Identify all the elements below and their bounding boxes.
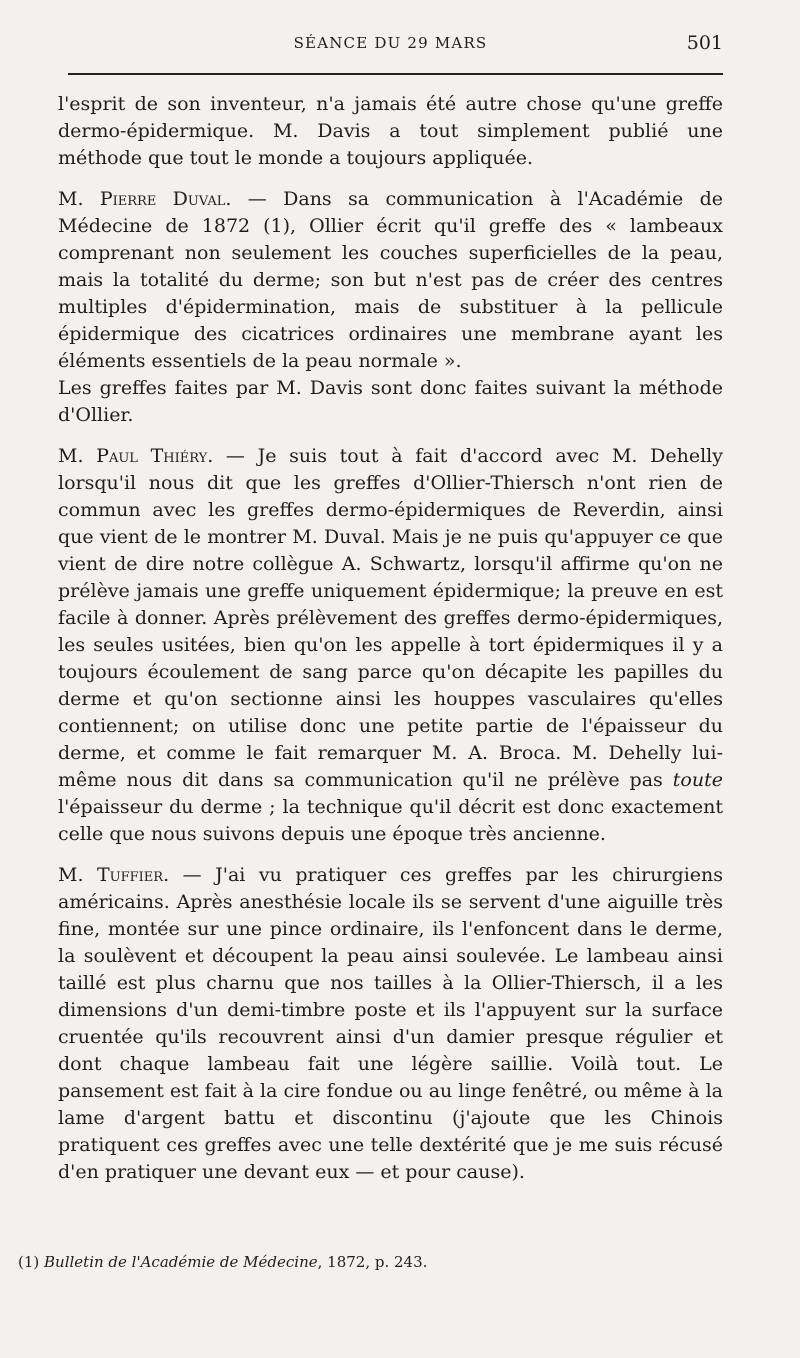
paragraph-text: l'esprit de son inventeur, n'a jamais été autre chose qu'une greffe dermo-épidermique. M. Davis a tout simplement publié une méthode que tout le monde a toujours appliquée. (58, 93, 723, 169)
page-number: 501 (686, 32, 723, 54)
body-text (58, 91, 723, 1186)
paragraph-davis-method (58, 375, 723, 429)
paragraph-text: Les greffes faites par M. Davis sont donc faites suivant la méthode d'Ollier. (58, 377, 723, 426)
paragraph-continuation (58, 91, 723, 172)
emphasis-text: toute (672, 769, 723, 791)
paragraph-pierre-duval (58, 186, 723, 375)
speaker-name: M. Tuffier. (58, 864, 170, 886)
footnote (18, 1252, 658, 1272)
page (58, 32, 723, 1186)
footnote-marker: (1) (18, 1253, 45, 1271)
running-title: SÉANCE DU 29 MARS (293, 34, 488, 52)
paragraph-text: — Je suis tout à fait d'accord avec M. Dehelly lorsqu'il nous dit que les greffes d'Ollier-Thiersch n'ont rien de commun avec les greffes dermo-épidermiques de Reverdin, ainsi que vient de le montrer M. Duval. Mais je ne puis qu'appuyer ce que vient de dire notre collègue A. Schwartz, lorsqu'il affirme qu'on ne prélève jamais une greffe uniquement épidermique; la preuve en est facile à donner. Après prélèvement des greffes dermo-épidermiques, les seules usitées, bien qu'on les appelle à tort épidermiques il y a toujours écoulement de sang parce qu'on décapite les papilles du derme et qu'on sectionne ainsi les houppes vasculaires qu'elles contiennent; on utilise donc une petite partie de l'épaisseur du derme, et comme le fait remarquer M. A. Broca. M. Dehelly lui-même nous dit dans sa communication qu'il ne prélève pas (58, 445, 723, 791)
paragraph-text: — J'ai vu pratiquer ces greffes par les chirurgiens américains. Après anesthésie locale ils se servent d'une aiguille très fine, montée sur une pince ordinaire, ils l'enfoncent dans le derme, la soulèvent et découpent la peau ainsi soulevée. Le lambeau ainsi taillé est plus charnu que nos tailles à la Ollier-Thiersch, il a les dimensions d'un demi-timbre poste et ils l'appuyent sur la surface cruentée qu'ils recouvrent ainsi d'un damier presque régulier et dont chaque lambeau fait une légère saillie. Voilà tout. Le pansement est fait à la cire fondue ou au linge fenêtré, ou même à la lame d'argent battu et discontinu (j'ajoute que les Chinois pratiquent ces greffes avec une telle dextérité que je me suis récusé d'en pratiquer une devant eux — et pour cause). (58, 864, 724, 1183)
paragraph-text: — Dans sa communication à l'Académie de Médecine de 1872 (1), Ollier écrit qu'il greffe des « lambeaux comprenant non seulement les couches superficielles de la peau, mais la totalité du derme; son but n'est pas de créer des centres multiples d'épidermination, mais de substituer à la pellicule épidermique des cicatrices ordinaires une membrane ayant les éléments essentiels de la peau normale ». (58, 188, 723, 372)
paragraph-paul-thiery (58, 443, 723, 848)
page-header (58, 32, 723, 62)
footnote-details: , 1872, p. 243. (317, 1253, 428, 1271)
footnote-source: Bulletin de l'Académie de Médecine (44, 1253, 318, 1271)
paragraph-text: l'épaisseur du derme ; la technique qu'il décrit est donc exactement celle que nous suivons depuis une époque très ancienne. (58, 796, 723, 845)
speaker-name: M. Paul Thiéry. (58, 445, 214, 467)
speaker-name: M. Pierre Duval. (58, 188, 232, 210)
header-rule (68, 73, 723, 75)
paragraph-tuffier (58, 862, 723, 1186)
